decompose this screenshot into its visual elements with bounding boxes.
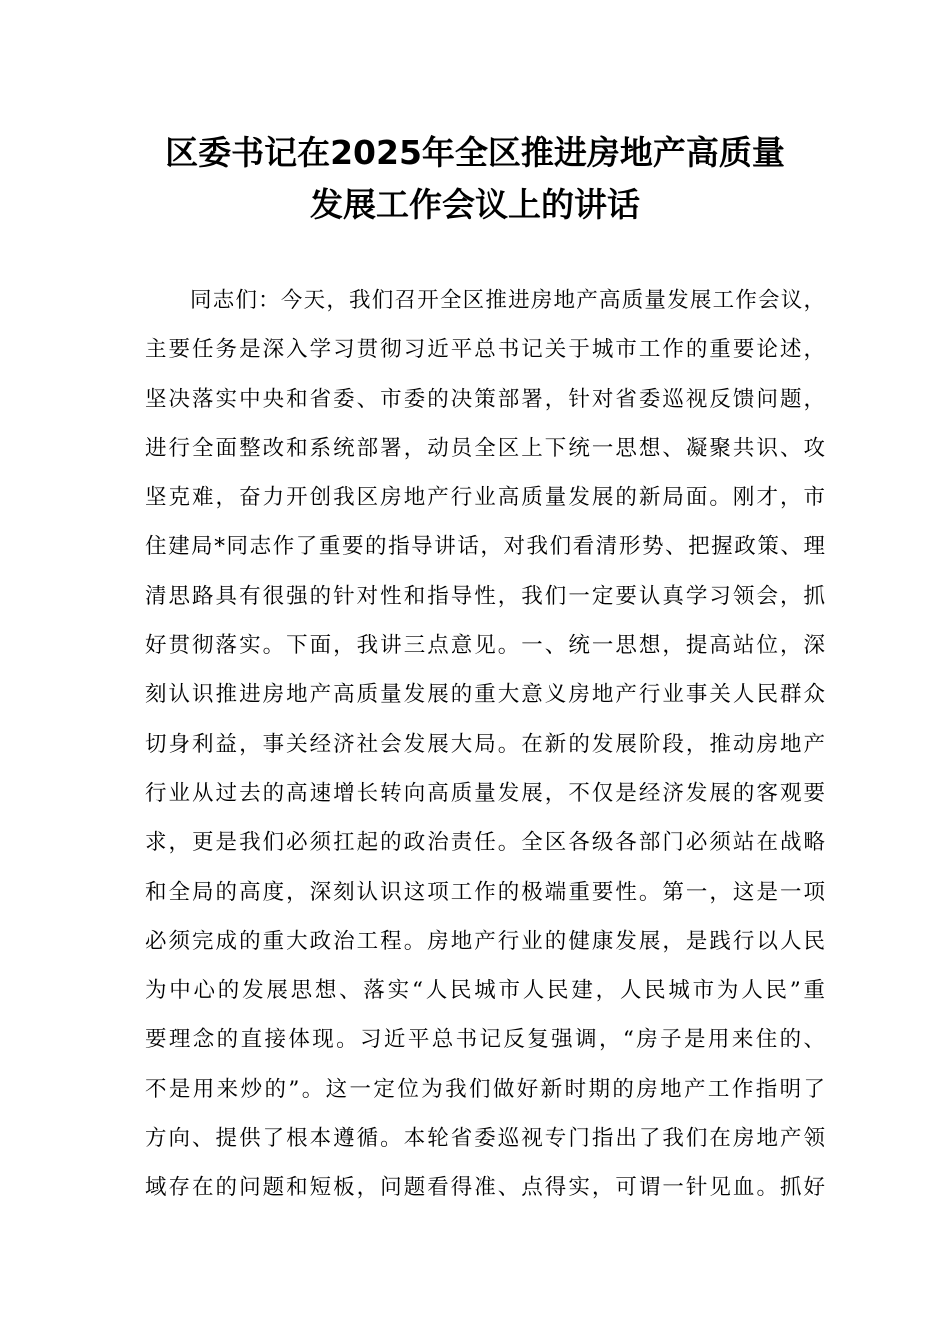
speech-body (145, 276, 825, 1213)
body-line: 同志们：今天，我们召开全区推进房地产高质量发展工作会议， (190, 288, 825, 313)
body-line: 要理念的直接体现。习近平总书记反复强调，“房子是用来住的、 (145, 1027, 825, 1053)
body-line: 行业从过去的高速增长转向高质量发展，不仅是经济发展的客观要 (145, 780, 825, 806)
body-line: 进行全面整改和系统部署，动员全区上下统一思想、凝聚共识、攻 (145, 435, 825, 461)
body-line: 好贯彻落实。下面，我讲三点意见。一、统一思想，提高站位，深 (145, 633, 825, 659)
body-line: 为中心的发展思想、落实“人民城市人民建，人民城市为人民”重 (145, 978, 825, 1004)
body-line: 和全局的高度，深刻认识这项工作的极端重要性。第一，这是一项 (145, 879, 825, 905)
body-line: 必须完成的重大政治工程。房地产行业的健康发展，是践行以人民 (145, 928, 825, 954)
document-title-line-1: 区委书记在2025年全区推进房地产高质量 (165, 133, 785, 172)
body-line: 主要任务是深入学习贯彻习近平总书记关于城市工作的重要论述， (145, 337, 825, 363)
body-line: 不是用来炒的”。这一定位为我们做好新时期的房地产工作指明了 (145, 1076, 825, 1102)
body-line: 域存在的问题和短板，问题看得准、点得实，可谓一针见血。抓好 (145, 1175, 825, 1201)
body-line: 清思路具有很强的针对性和指导性，我们一定要认真学习领会，抓 (145, 583, 825, 609)
body-line: 住建局*同志作了重要的指导讲话，对我们看清形势、把握政策、理 (145, 534, 825, 560)
body-line: 求，更是我们必须扛起的政治责任。全区各级各部门必须站在战略 (145, 830, 825, 856)
body-line: 切身利益，事关经济社会发展大局。在新的发展阶段，推动房地产 (145, 731, 825, 757)
body-line: 刻认识推进房地产高质量发展的重大意义房地产行业事关人民群众 (145, 682, 825, 708)
document-title-line-2: 发展工作会议上的讲话 (310, 185, 640, 224)
body-line: 方向、提供了根本遵循。本轮省委巡视专门指出了我们在房地产领 (145, 1126, 825, 1152)
body-line: 坚克难，奋力开创我区房地产行业高质量发展的新局面。刚才，市 (145, 485, 825, 511)
body-line: 坚决落实中央和省委、市委的决策部署，针对省委巡视反馈问题， (145, 386, 825, 412)
